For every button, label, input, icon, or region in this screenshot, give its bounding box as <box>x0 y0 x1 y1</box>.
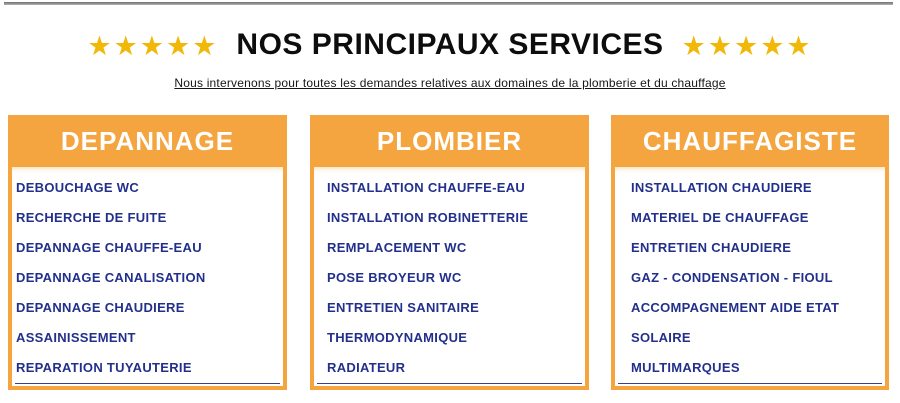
service-item[interactable]: DEBOUCHAGE WC <box>16 180 140 195</box>
service-item[interactable]: REPARATION TUYAUTERIE <box>16 360 192 375</box>
service-item[interactable]: INSTALLATION ROBINETTERIE <box>327 210 529 225</box>
service-item[interactable]: INSTALLATION CHAUDIERE <box>631 180 812 195</box>
section-header <box>0 28 900 62</box>
column-body-plombier <box>310 167 589 390</box>
service-item[interactable]: ASSAINISSEMENT <box>16 330 136 345</box>
service-item[interactable]: THERMODYNAMIQUE <box>327 330 468 345</box>
service-column-chauffagiste <box>611 115 889 390</box>
column-header-depannage: DEPANNAGE <box>8 115 287 167</box>
star-icons-left: ★★★★★ <box>87 30 219 62</box>
column-header-plombier: PLOMBIER <box>310 115 589 167</box>
service-item[interactable]: REMPLACEMENT WC <box>327 240 467 255</box>
service-item[interactable]: POSE BROYEUR WC <box>327 270 462 285</box>
page-title: NOS PRINCIPAUX SERVICES <box>236 28 664 61</box>
top-divider <box>4 2 893 5</box>
service-item[interactable]: MATERIEL DE CHAUFFAGE <box>631 210 809 225</box>
service-item[interactable]: ENTRETIEN SANITAIRE <box>327 300 480 315</box>
star-icons-right: ★★★★★ <box>681 30 813 62</box>
service-item[interactable]: DEPANNAGE CHAUDIERE <box>16 300 185 315</box>
service-item[interactable]: INSTALLATION CHAUFFE-EAU <box>327 180 526 195</box>
service-item[interactable]: SOLAIRE <box>631 330 691 345</box>
bottom-hairline <box>618 383 882 384</box>
service-item[interactable]: RECHERCHE DE FUITE <box>16 210 167 225</box>
service-item[interactable]: RADIATEUR <box>327 360 406 375</box>
service-column-plombier <box>310 115 589 390</box>
column-header-chauffagiste: CHAUFFAGISTE <box>611 115 889 167</box>
column-body-chauffagiste <box>611 167 889 390</box>
service-item[interactable]: ACCOMPAGNEMENT AIDE ETAT <box>631 300 840 315</box>
service-item[interactable]: DEPANNAGE CHAUFFE-EAU <box>16 240 202 255</box>
service-item[interactable]: MULTIMARQUES <box>631 360 740 375</box>
page-subtitle: Nous intervenons pour toutes les demandes relatives aux domaines de la plomberie et du chauffage <box>174 76 726 90</box>
bottom-hairline <box>317 383 582 384</box>
column-body-depannage <box>8 167 287 390</box>
service-item[interactable]: GAZ - CONDENSATION - FIOUL <box>631 270 833 285</box>
service-item[interactable]: DEPANNAGE CANALISATION <box>16 270 206 285</box>
service-column-depannage <box>8 115 287 390</box>
bottom-hairline <box>15 383 280 384</box>
service-item[interactable]: ENTRETIEN CHAUDIERE <box>631 240 792 255</box>
